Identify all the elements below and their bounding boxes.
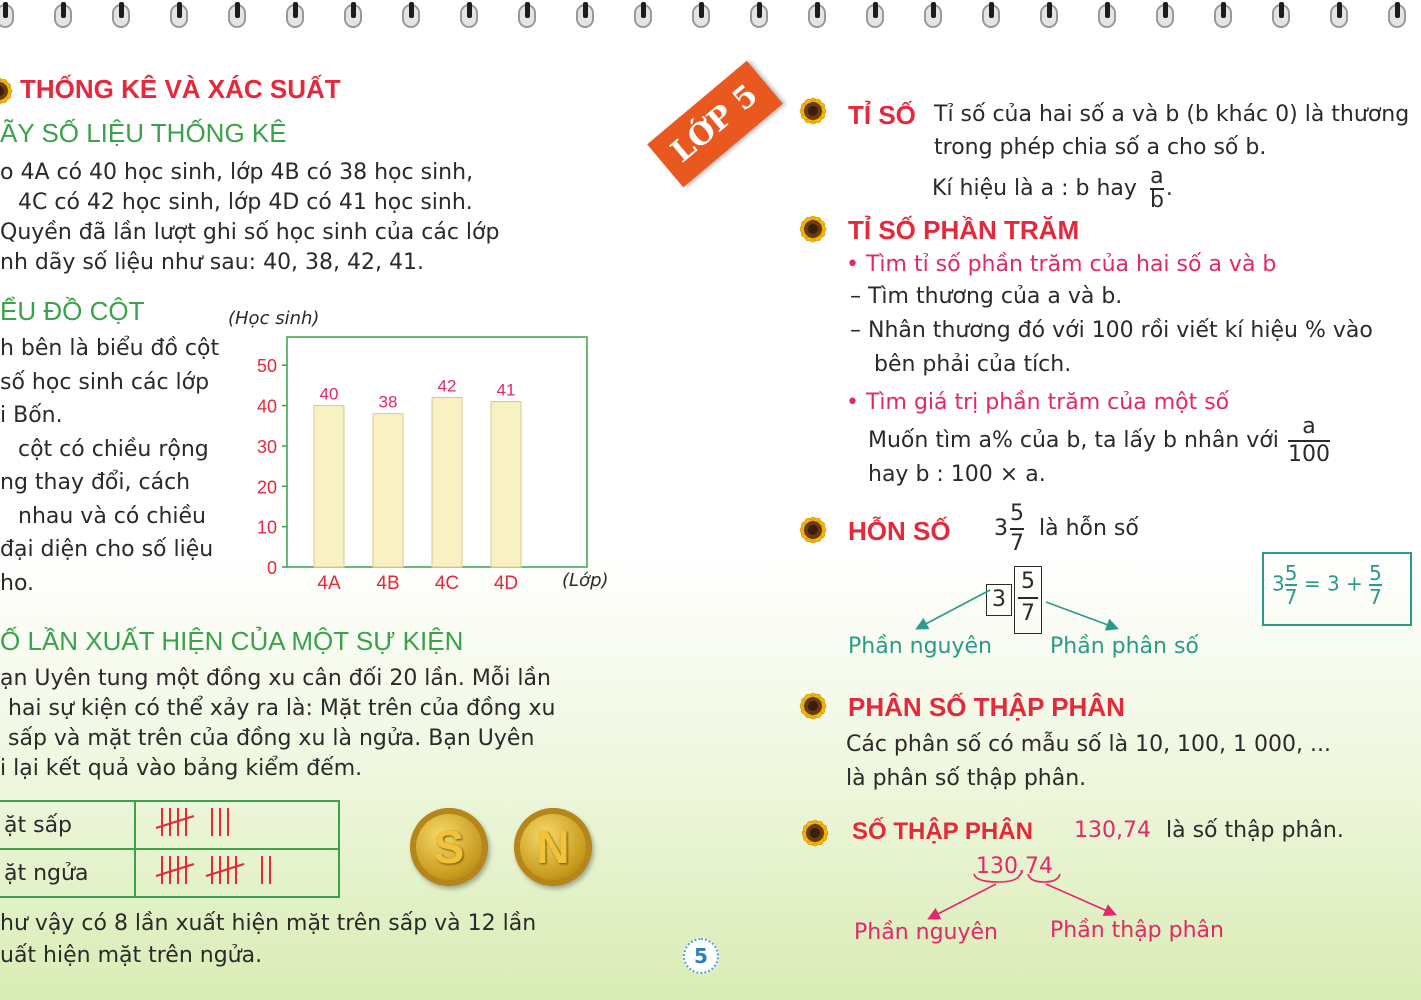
bar: [314, 406, 344, 567]
y-tick-label: 50: [256, 356, 277, 377]
fraction: [1010, 500, 1024, 558]
y-tick-label: 0: [266, 558, 277, 578]
spiral-ring: [1388, 4, 1406, 28]
tally-marks-icon: [142, 850, 332, 890]
bar-value-label: 42: [437, 376, 457, 396]
text-line: ho.: [0, 570, 35, 596]
spiral-ring: [576, 4, 594, 28]
percent-step-2: – Nhân thương đó với 100 rồi viết kí hiệu % vào: [850, 318, 1373, 343]
percent-title: TỈ SỐ PHẦN TRĂM: [848, 215, 1080, 245]
sunflower-icon: [788, 507, 838, 553]
text-line: Quyền đã lần lượt ghi số học sinh của các lớp: [0, 220, 500, 245]
section-title-statistics: THỐNG KÊ VÀ XÁC SUẤT: [20, 74, 341, 104]
denominator: 100: [1288, 442, 1330, 467]
x-tick-label: 4D: [493, 573, 519, 594]
spiral-ring: [54, 4, 72, 28]
text-line: Kí hiệu là a : b hay: [932, 176, 1137, 201]
decimal-desc: là số thập phân.: [1166, 818, 1344, 843]
spiral-ring: [112, 4, 130, 28]
tally-marks-icon: [142, 802, 332, 842]
data-series-paragraph: [0, 158, 499, 278]
page-number: 5: [683, 938, 719, 974]
bar-chart-paragraph: [0, 332, 219, 600]
spiral-ring: [1040, 4, 1058, 28]
spiral-ring: [808, 4, 826, 28]
equation-sum: = 3 +: [1303, 571, 1363, 596]
percent-step-1: – Tìm thương của a và b.: [850, 284, 1123, 309]
y-axis-label: (Học sinh): [228, 308, 320, 329]
percent-bullet-2: • Tìm giá trị phần trăm của một số: [846, 390, 1230, 415]
text-line: 4C có 42 học sinh, lớp 4D có 41 học sinh.: [18, 190, 473, 215]
label-decimal-part: Phần thập phân: [1050, 918, 1224, 943]
decimal-comma: ,: [1018, 854, 1025, 879]
x-tick-label: 4B: [376, 573, 400, 594]
denominator: b: [1149, 188, 1164, 213]
boxed-whole: 3: [986, 584, 1012, 616]
grade-badge: LỚP 5: [647, 61, 783, 187]
denominator: 7: [1021, 601, 1035, 626]
percent-rule-2: hay b : 100 × a.: [868, 462, 1046, 487]
arrows-diagram: [900, 580, 1140, 640]
conclusion-paragraph: [0, 908, 536, 972]
spiral-ring: [1214, 4, 1232, 28]
decimal-title: SỐ THẬP PHÂN: [852, 818, 1033, 845]
integer-part: 130: [976, 854, 1018, 879]
spiral-ring: [750, 4, 768, 28]
sunflower-icon: [788, 88, 838, 134]
percent-step-3: bên phải của tích.: [874, 352, 1072, 377]
coin-s-icon: S: [410, 808, 488, 886]
numerator: 5: [1369, 561, 1382, 585]
decimal-fraction-line-2: là phân số thập phân.: [846, 766, 1087, 791]
fractional-part: 74: [1025, 854, 1053, 879]
bar-value-label: 40: [319, 384, 339, 404]
x-tick-label: 4A: [317, 573, 341, 594]
mixed-desc: là hỗn số: [1039, 516, 1139, 541]
denominator: 7: [1010, 531, 1024, 556]
spiral-ring: [1272, 4, 1290, 28]
spiral-ring: [1156, 4, 1174, 28]
spiral-ring: [170, 4, 188, 28]
fraction: [1369, 562, 1382, 608]
numerator: 5: [1010, 501, 1024, 526]
text-line: uất hiện mặt trên ngửa.: [0, 943, 263, 968]
fraction: [1285, 562, 1298, 608]
bar: [491, 402, 521, 567]
spiral-ring: [866, 4, 884, 28]
numerator: 5: [1021, 569, 1035, 594]
spiral-ring: [1098, 4, 1116, 28]
subsection-title-bar-chart: ỂU ĐỒ CỘT: [0, 296, 145, 326]
y-tick-label: 10: [256, 517, 277, 538]
spiral-ring: [344, 4, 362, 28]
tally-marks: [135, 849, 339, 897]
table-row: [0, 849, 339, 897]
spiral-binding: [0, 0, 1421, 30]
mixed-number-example: [994, 500, 1139, 558]
text-line: đại diện cho số liệu: [0, 537, 214, 562]
coin-n-icon: N: [514, 808, 592, 886]
numerator: a: [1302, 414, 1316, 439]
bar: [432, 398, 462, 567]
decimal-example: 130,74: [1074, 818, 1151, 843]
x-axis-label: (Lớp): [562, 570, 609, 591]
x-tick-label: 4C: [434, 573, 460, 594]
tally-marks: [135, 801, 339, 849]
text-line: ng thay đổi, cách: [0, 470, 191, 495]
text-line: o 4A có 40 học sinh, lớp 4B có 38 học sinh,: [0, 160, 474, 185]
numerator: 5: [1284, 561, 1298, 585]
sunflower-icon: [790, 810, 840, 856]
label-integer-part: Phần nguyên: [854, 920, 998, 945]
tally-table: [0, 800, 340, 898]
text-line: ạn Uyên tung một đồng xu cân đối 20 lần. Mỗi lần: [0, 666, 551, 691]
event-paragraph: [0, 664, 555, 784]
mixed-number-title: HỖN SỐ: [848, 516, 951, 546]
ratio-definition: Tỉ số của hai số a và b (b khác 0) là thương: [934, 102, 1410, 127]
bar-value-label: 41: [496, 380, 516, 400]
ratio-title: TỈ SỐ: [848, 100, 916, 130]
label-whole-part: Phần nguyên: [848, 634, 992, 659]
subsection-title-data-series: ÃY SỐ LIỆU THỐNG KÊ: [0, 118, 287, 148]
text-line: .: [1165, 176, 1173, 201]
denominator: 7: [1369, 585, 1382, 609]
spiral-ring: [0, 4, 14, 28]
tally-label: ặt ngửa: [0, 849, 135, 897]
fraction: [1150, 166, 1164, 212]
spiral-ring: [1330, 4, 1348, 28]
text-line: hai sự kiện có thể xảy ra là: Mặt trên của đồng xu: [8, 696, 556, 721]
sunflower-icon: [788, 683, 838, 729]
y-tick-label: 20: [256, 477, 277, 498]
whole-part: 3: [1272, 571, 1285, 596]
text-line: cột có chiều rộng: [18, 436, 209, 462]
fraction: [1288, 414, 1330, 468]
subsection-title-event-frequency: Ố LẦN XUẤT HIỆN CỦA MỘT SỰ KIỆN: [0, 626, 464, 656]
bar: [373, 414, 403, 567]
spiral-ring: [228, 4, 246, 28]
label-fraction-part: Phần phân số: [1050, 634, 1199, 659]
text-line: hư vậy có 8 lần xuất hiện mặt trên sấp và 12 lần: [0, 911, 537, 936]
mixed-number-equation: [1262, 552, 1412, 626]
y-tick-label: 40: [256, 396, 277, 417]
whole-part: 3: [994, 516, 1008, 541]
text-line: i lại kết quả vào bảng kiểm đếm.: [0, 756, 363, 781]
tally-label: ặt sấp: [0, 801, 135, 849]
sunflower-icon: [788, 206, 838, 252]
spiral-ring: [924, 4, 942, 28]
text-line: h bên là biểu đồ cột: [0, 336, 220, 361]
ratio-notation: [932, 166, 1173, 212]
spiral-ring: [692, 4, 710, 28]
text-line: sấp và mặt trên của đồng xu là ngửa. Bạn Uyên: [8, 726, 535, 751]
decimal-fraction-line-1: Các phân số có mẫu số là 10, 100, 1 000, ...: [846, 732, 1331, 757]
percent-fraction: [1288, 414, 1330, 468]
text-line: nh dãy số liệu như sau: 40, 38, 42, 41.: [0, 250, 424, 275]
bar-chart: [220, 300, 630, 600]
bar-value-label: 38: [378, 392, 398, 412]
percent-bullet-1: • Tìm tỉ số phần trăm của hai số a và b: [846, 252, 1277, 277]
ratio-definition-2: trong phép chia số a cho số b.: [934, 135, 1267, 160]
spiral-ring: [286, 4, 304, 28]
text-line: i Bốn.: [0, 403, 63, 428]
y-tick-label: 30: [256, 436, 277, 457]
denominator: 7: [1284, 585, 1298, 609]
text-line: nhau và có chiều: [18, 503, 206, 529]
table-row: [0, 801, 339, 849]
spiral-ring: [402, 4, 420, 28]
numerator: a: [1150, 164, 1164, 189]
spiral-ring: [634, 4, 652, 28]
decimal-fraction-title: PHÂN SỐ THẬP PHÂN: [848, 692, 1125, 722]
spiral-ring: [518, 4, 536, 28]
text-line: số học sinh các lớp: [0, 369, 210, 395]
percent-rule: Muốn tìm a% của b, ta lấy b nhân với: [868, 428, 1279, 453]
spiral-ring: [460, 4, 478, 28]
spiral-ring: [982, 4, 1000, 28]
